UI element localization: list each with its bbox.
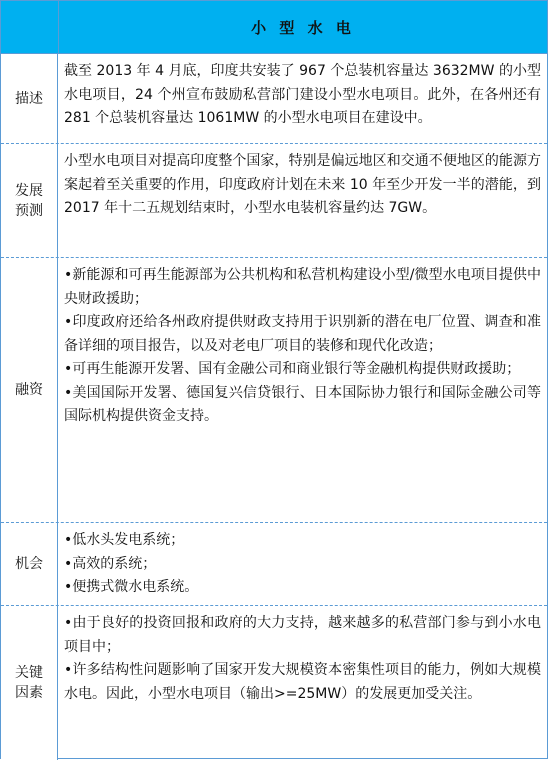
row-content-description [58,54,547,143]
row-development [1,144,547,258]
row-opportunity [1,523,547,606]
table-title: 小 型 水 电 [251,18,355,37]
list-item: •便携式微水电系统。 [64,579,199,595]
list-item: •低水头发电系统； [64,532,185,548]
list-item: •美国国际开发署、德国复兴信贷银行、日本国际协力银行和国际金融公司等国际机构提供资金支持。 [64,384,541,424]
header-label-cell [1,1,59,53]
list-item: •高效的系统； [64,555,157,572]
list-item: •可再生能源开发署、国有金融公司和商业银行等金融机构提供财政援助； [64,361,521,377]
development-text: 小型水电项目对提高印度整个国家，特别是偏远地区和交通不便地区的能源方案起着至关重要的作用，印度政府计划在未来 10 年至少开发一半的潜能，到 2017 年十二五规划结束时，小型水电装机容量约达 7GW。 [64,153,541,216]
row-financing [1,258,547,523]
row-label-description: 描述 [1,54,58,143]
row-label-financing: 融资 [1,258,58,522]
row-description [1,54,547,144]
row-content-key-factors [58,606,547,760]
list-item: •由于良好的投资回报和政府的大力支持，越来越多的私营部门参与到小水电项目中； [64,615,541,655]
table-header-row [1,1,547,54]
row-label-key-factors: 关键 因素 [1,606,58,760]
description-text: 截至 2013 年 4 月底，印度共安装了 967 个总装机容量达 3632MW 的小型水电项目，24 个州宣布鼓励私营部门建设小型水电项目。此外，在各州还有 281 个总装机容量达 1061MW 的小型水电项目在建设中。 [64,63,541,126]
row-content-opportunity [58,523,547,605]
list-item: •新能源和可再生能源部为公共机构和私营机构建设小型/微型水电项目提供中央财政援助； [64,267,541,307]
list-item: •印度政府还给各州政府提供财政支持用于识别新的潜在电厂位置、调查和准备详细的项目报告，以及对老电厂项目的装修和现代化改造； [64,314,541,354]
row-content-development [58,144,547,257]
row-key-factors [1,606,547,760]
row-label-opportunity: 机会 [1,523,58,605]
row-content-financing [58,258,547,522]
row-label-development: 发展 预测 [1,144,58,257]
list-item: •许多结构性问题影响了国家开发大规模资本密集性项目的能力，例如大规模水电。因此，小型水电项目（输出>=25MW）的发展更加受关注。 [64,662,541,702]
